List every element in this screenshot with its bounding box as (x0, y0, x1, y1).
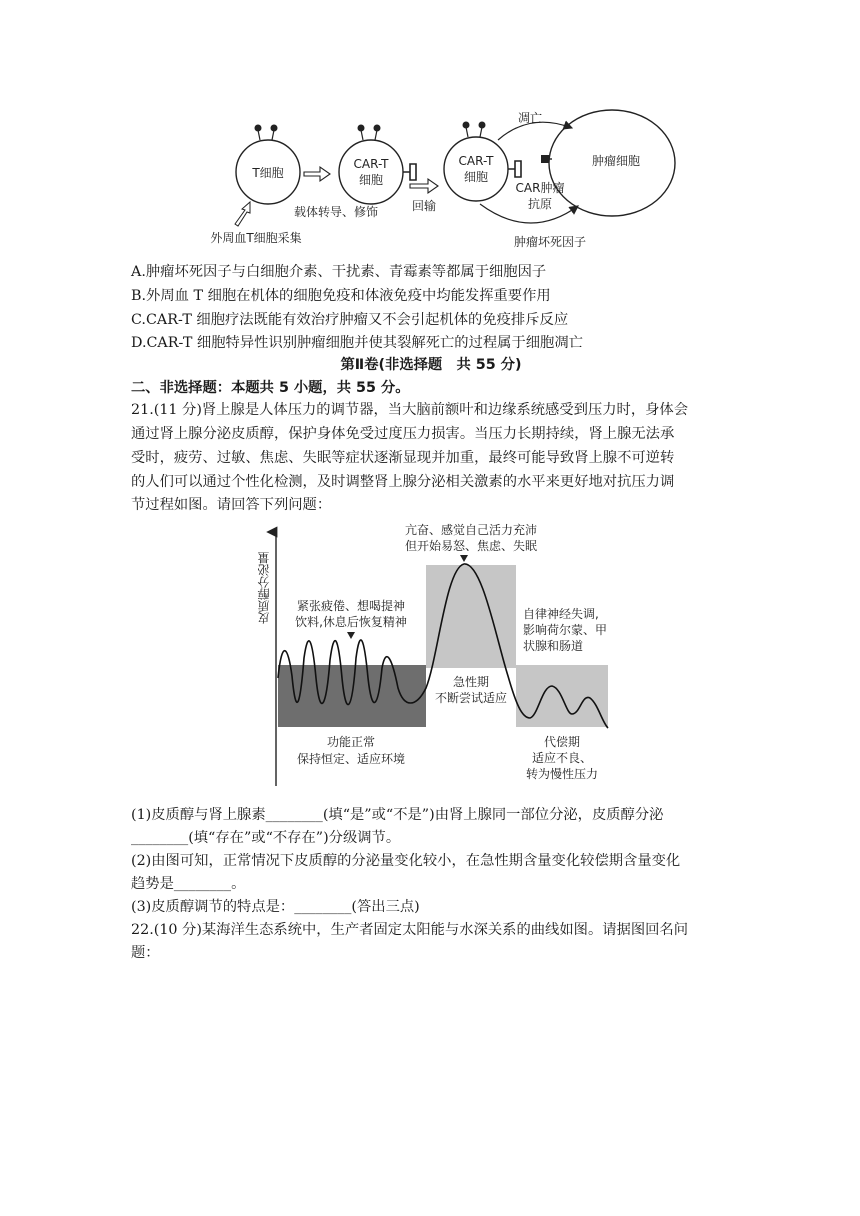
right-label-b: 影响荷尔蒙、甲 (523, 623, 608, 637)
vector-label: 载体转导、修饰 (293, 205, 379, 219)
option-b: B.外周血 T 细胞在机体的细胞免疫和体液免疫中均能发挥重要作用 (131, 288, 551, 304)
cortisol-diagram (246, 518, 626, 790)
car-t-2-label-b: 细胞 (463, 170, 489, 184)
antigen-label-b: 抗原 (527, 197, 553, 211)
section-heading: 二、非选择题：本题共 5 小题，共 55 分。 (131, 380, 410, 396)
top-label-b: 但开始易怒、焦虑、失眠 (404, 539, 538, 553)
y-axis-label: 皮质醇分泌量 (257, 552, 271, 624)
left-label-b: 饮料,休息后恢复精神 (295, 615, 407, 629)
section-title: 第Ⅱ卷(非选择题 共 55 分) (340, 357, 522, 373)
right-label-a: 自律神经失调, (523, 607, 599, 621)
mid-label-b: 不断尝试适应 (434, 691, 508, 705)
car-t-cell-1 (339, 140, 403, 204)
car-t-1-label-b: 细胞 (358, 173, 384, 187)
q21-sub-1b: ________(填“存在”或“不存在”)分级调节。 (131, 830, 401, 846)
right-label-c: 状腺和肠道 (523, 639, 584, 653)
antigen-label-a: CAR肿瘤 (515, 181, 565, 195)
option-c: C.CAR-T 细胞疗法既能有效治疗肿瘤又不会引起机体的免疫排斥反应 (131, 312, 569, 328)
q21-line-1: 21.(11 分)肾上腺是人体压力的调节器，当大脑前额叶和边缘系统感受到压力时，身体会 (131, 402, 689, 418)
bottom-left-label-a: 功能正常 (326, 735, 376, 749)
tnf-label: 肿瘤坏死因子 (513, 235, 587, 249)
q21-line-5: 节过程如图。请回答下列问题： (131, 497, 332, 513)
left-label-a: 紧张疲倦、想喝提神 (296, 599, 406, 613)
q21-sub-2a: (2)由图可知，正常情况下皮质醇的分泌量变化较小，在急性期含量变化较偿期含量变化 (131, 853, 681, 869)
tumor-cell-label: 肿瘤细胞 (591, 154, 641, 168)
car-t-2-label-a: CAR-T (458, 154, 494, 168)
q22-line-2: 题： (131, 945, 160, 961)
bottom-left-label-b: 保持恒定、适应环境 (296, 752, 406, 766)
car-t-diagram (180, 106, 690, 254)
car-t-1-label-a: CAR-T (353, 157, 389, 171)
option-a: A.肿瘤坏死因子与白细胞介素、干扰素、青霉素等都属于细胞因子 (131, 264, 547, 280)
q21-line-3: 受时，疲劳、过敏、焦虑、失眠等症状逐渐显现并加重，最终可能导致肾上腺不可逆转 (131, 450, 675, 466)
bottom-right-label-c: 转为慢性压力 (525, 767, 599, 781)
option-d: D.CAR-T 细胞特异性识别肿瘤细胞并使其裂解死亡的过程属于细胞凋亡 (131, 335, 583, 351)
q22-line-1: 22.(10 分)某海洋生态系统中，生产者固定太阳能与水深关系的曲线如图。请据图回名问 (131, 922, 689, 938)
collect-label: 外周血T细胞采集 (210, 231, 302, 245)
mid-label-a: 急性期 (452, 675, 490, 689)
q21-sub-2b: 趋势是________。 (131, 876, 246, 892)
car-t-cell-2 (444, 137, 508, 201)
reinfuse-label: 回输 (411, 199, 437, 213)
q21-sub-3: (3)皮质醇调节的特点是：________(答出三点) (131, 899, 420, 915)
t-cell-label: T细胞 (252, 166, 284, 180)
top-label-a: 亢奋、感觉自己活力充沛 (404, 523, 538, 537)
bottom-right-label-b: 适应不良、 (531, 751, 593, 765)
q21-line-2: 通过肾上腺分泌皮质醇，保护身体免受过度压力损害。当压力长期持续，肾上腺无法承 (131, 426, 675, 442)
q21-sub-1a: (1)皮质醇与肾上腺素________(填“是”或“不是”)由肾上腺同一部位分泌，皮质醇分泌 (131, 807, 664, 823)
apoptosis-label: 凋亡 (517, 111, 543, 125)
q21-line-4: 的人们可以通过个性化检测，及时调整肾上腺分泌相关激素的水平来更好地对抗压力调 (131, 474, 675, 490)
bottom-right-label-a: 代偿期 (543, 735, 581, 749)
